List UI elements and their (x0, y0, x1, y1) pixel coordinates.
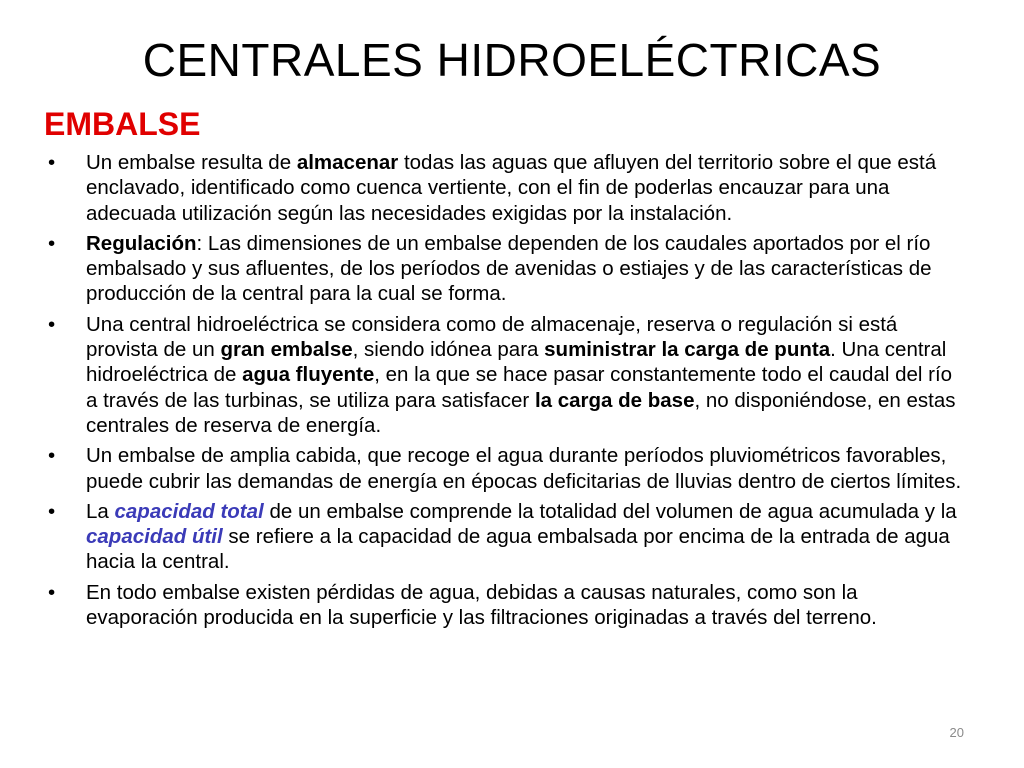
bullet-item (48, 312, 966, 438)
body-text: de un embalse comprende la totalidad del volumen de agua acumulada y la (263, 499, 957, 523)
body-text: : Las dimensiones de un embalse dependen de los caudales aportados por el río embalsado y sus afluentes, de los períodos de avenidas o estiajes y de las características de producción de la central para la cual se forma. (86, 231, 932, 306)
bullet-item (48, 150, 966, 226)
slide-title: CENTRALES HIDROELÉCTRICAS (142, 34, 882, 86)
bullet-marker: • (48, 312, 56, 336)
bullet-marker: • (48, 580, 56, 604)
body-text: , en la que se hace pasar constantemente todo el caudal del río a través de las turbinas, se utiliza para satisfacer (86, 363, 953, 412)
body-text: . Una central hidroeléctrica de (86, 338, 947, 387)
body-text: , no disponiéndose, en estas centrales de reserva de energía. (86, 388, 956, 437)
slide-number: 20 (949, 725, 964, 740)
body-text: todas las aguas que afluyen del territorio sobre el que está enclavado, identificado como cuenca vertiente, con el fin de poderlas encauzar para una adecuada utilización según las necesidades exigidas por la instalación. (86, 151, 937, 225)
body-text: Una central hidroeléctrica se considera como de almacenaje, reserva o regulación si está provista de un (86, 312, 898, 362)
bullet-item (48, 443, 966, 494)
bold-text: la carga de base (534, 388, 695, 412)
bold-text: Regulación (86, 231, 197, 255)
bullet-marker: • (48, 151, 56, 174)
body-text: se refiere a la capacidad de agua embalsada por encima de la entrada de agua hacia la central. (86, 525, 950, 574)
body-text: Un embalse de amplia cabida, que recoge el agua durante períodos pluviométricos favorables, puede cubrir las demandas de energía en épocas deficitarias de lluvias dentro de ciertos límites. (86, 444, 962, 493)
bullet-item (48, 231, 966, 307)
section-heading: EMBALSE (44, 106, 201, 142)
bullet-item (48, 580, 966, 631)
body-text: , siendo idónea para (352, 338, 545, 362)
bold-text: agua fluyente (242, 363, 375, 387)
body-text: Un embalse resulta de (86, 151, 297, 174)
bold-text: almacenar (296, 151, 399, 174)
bold-text: gran embalse (220, 338, 353, 362)
bullet-item (48, 499, 966, 575)
body-text: La (86, 499, 115, 523)
bold-text: suministrar la carga de punta (544, 338, 831, 362)
bullet-marker: • (48, 444, 56, 468)
bullet-list (48, 150, 966, 635)
term-text: capacidad total (114, 499, 264, 523)
term-text: capacidad útil (86, 525, 223, 549)
body-text: En todo embalse existen pérdidas de agua, debidas a causas naturales, como son la evaporación producida en la superficie y las filtraciones originadas a través del terreno. (86, 580, 877, 630)
bullet-marker: • (48, 231, 56, 255)
bullet-marker: • (48, 499, 56, 523)
